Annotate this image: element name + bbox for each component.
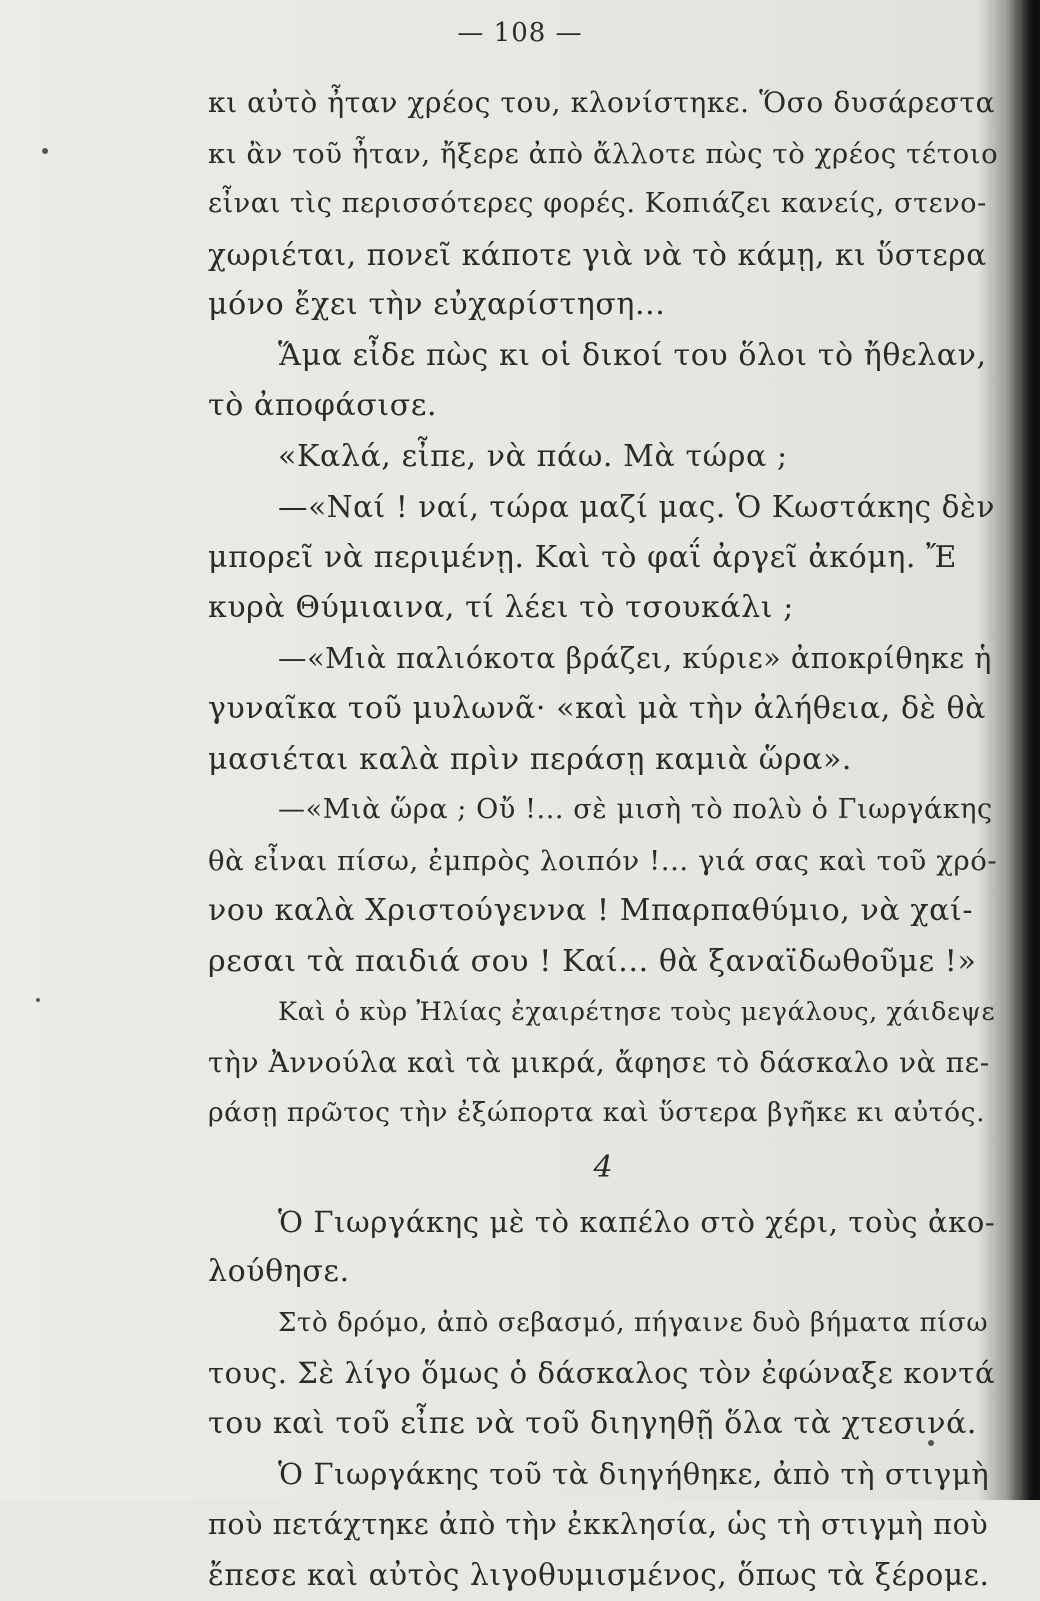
- text-part-2: [208, 1197, 998, 1601]
- text-line: Ἅμα εἶδε πὼς κι οἱ δικοί του ὅλοι τὸ ἤθελαν,: [278, 337, 987, 373]
- text-line: θὰ εἶναι πίσω, ἐμπρὸς λοιπόν !... γιά σας καὶ τοῦ χρό-: [208, 844, 998, 877]
- text-line: χωριέται, πονεῖ κάποτε γιὰ νὰ τὸ κάμῃ, κι ὕστερα: [208, 237, 987, 272]
- paper-speck: [36, 998, 40, 1002]
- text-line: γυναῖκα τοῦ μυλωνᾶ· «καὶ μὰ τὴν ἀλήθεια, δὲ θὰ: [208, 691, 987, 726]
- text-line: του καὶ τοῦ εἶπε νὰ τοῦ διηγηθῇ ὅλα τὰ χτεσινά.: [208, 1405, 978, 1441]
- text-line: ἔπεσε καὶ αὐτὸς λιγοθυμισμένος, ὅπως τὰ ξέρομε.: [208, 1558, 990, 1592]
- text-line: τὴν Ἀννούλα καὶ τὰ μικρά, ἄφησε τὸ δάσκαλο νὰ πε-: [208, 1045, 990, 1079]
- text-line: μπορεῖ νὰ περιμένῃ. Καὶ τὸ φαΐ ἀργεῖ ἀκόμη. Ἔ: [208, 539, 958, 575]
- text-line: μασιέται καλὰ πρὶν περάσῃ καμιὰ ὥρα».: [208, 741, 853, 777]
- book-spine-shadow: [1006, 0, 1040, 1500]
- paper-speck: [42, 148, 48, 154]
- text-line: ποὺ πετάχτηκε ἀπὸ τὴν ἐκκλησία, ὡς τὴ στιγμὴ ποὺ: [208, 1507, 989, 1541]
- text-line: κι αὐτὸ ἦταν χρέος του, κλονίστηκε. Ὅσο δυσάρεστα: [208, 86, 996, 119]
- text-line: —«Ναί ! ναί, τώρα μαζί μας. Ὁ Κωστάκης δὲν: [278, 490, 995, 524]
- text-line: ράσῃ πρῶτος τὴν ἐξώπορτα καὶ ὕστερα βγῆκε κι αὐτός.: [208, 1097, 986, 1128]
- paper-speck: [928, 1440, 934, 1446]
- text-line: νου καλὰ Χριστούγεννα ! Μπαρπαθύμιο, νὰ χαί-: [208, 893, 974, 928]
- text-line: Ὁ Γιωργάκης τοῦ τὰ διηγήθηκε, ἀπὸ τὴ στιγμὴ: [278, 1457, 990, 1491]
- text-line: Ὁ Γιωργάκης μὲ τὸ καπέλο στὸ χέρι, τοὺς ἀκο-: [278, 1204, 996, 1239]
- text-line: Καὶ ὁ κὺρ Ἠλίας ἐχαιρέτησε τοὺς μεγάλους, χάιδεψε: [278, 997, 996, 1027]
- text-line: τὸ ἀποφάσισε.: [208, 388, 438, 423]
- text-line: εἶναι τὶς περισσότερες φορές. Κοπιάζει κανείς, στενο-: [208, 188, 987, 219]
- text-line: μόνο ἔχει τὴν εὐχαρίστηση...: [208, 287, 666, 322]
- text-line: ρεσαι τὰ παιδιά σου ! Καί... θὰ ξαναϊδωθοῦμε !»: [208, 943, 977, 979]
- text-line: κυρὰ Θύμιαινα, τί λέει τὸ τσουκάλι ;: [208, 590, 794, 625]
- body-text: [208, 78, 998, 1601]
- text-line: κι ἂν τοῦ ἦταν, ἤξερε ἀπὸ ἄλλοτε πὼς τὸ χρέος τέτοιο: [208, 137, 999, 170]
- page-number: — 108 —: [457, 18, 583, 48]
- text-line: «Καλά, εἶπε, νὰ πάω. Μὰ τώρα ;: [278, 438, 788, 474]
- text-line: τους. Σὲ λίγο ὅμως ὁ δάσκαλος τὸν ἐφώναξε κοντά: [208, 1356, 996, 1390]
- text-line: λούθησε.: [208, 1254, 350, 1289]
- text-line: —«Μιὰ ὥρα ; Οὔ !... σὲ μισὴ τὸ πολὺ ὁ Γιωργάκης: [278, 794, 993, 825]
- text-line: Στὸ δρόμο, ἀπὸ σεβασμό, πήγαινε δυὸ βήματα πίσω: [278, 1307, 989, 1338]
- text-line: —«Μιὰ παλιόκοτα βράζει, κύριε» ἀποκρίθηκε ἡ: [278, 641, 992, 675]
- text-part-1: [208, 78, 998, 1139]
- section-number: 4: [593, 1149, 613, 1185]
